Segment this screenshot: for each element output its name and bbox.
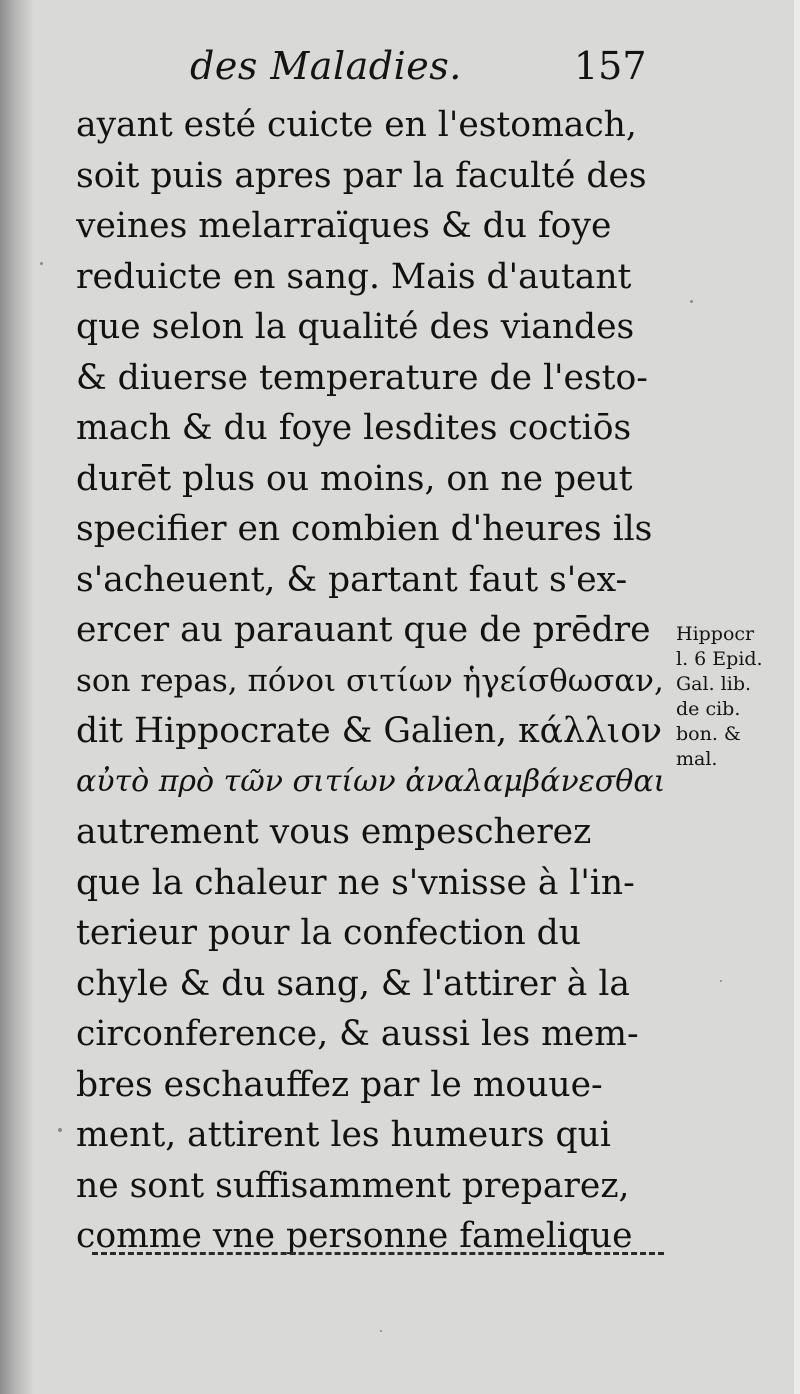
text-line: bres eschauffez par le mouue-: [76, 1064, 603, 1105]
text-line: chyle & du sang, & l'attirer à la: [76, 963, 630, 1004]
text-line: & diuerse temperature de l'esto-: [76, 357, 648, 398]
text-line: reduicte en sang. Mais d'autant: [76, 256, 632, 297]
running-head: [0, 44, 800, 100]
text-line: soit puis apres par la faculté des: [76, 155, 647, 196]
marginal-note-line: Gal. lib.: [676, 673, 752, 695]
text-line: que la chaleur ne s'vnisse à l'in-: [76, 862, 635, 903]
running-title: des Maladies.: [190, 44, 462, 88]
text-line: circonference, & aussi les mem-: [76, 1014, 639, 1054]
underline-rule: [92, 1252, 664, 1255]
text-line: ne sont suffisamment preparez,: [76, 1165, 630, 1206]
paper-speck: [720, 980, 722, 982]
marginal-note-line: de cib.: [676, 698, 741, 720]
text-line: comme vne personne famelique: [76, 1216, 633, 1256]
paper-speck: [58, 1128, 62, 1132]
text-line: son repas, πόνοι σιτίων ἡγείσθωσαν,: [76, 662, 664, 699]
marginal-note: [676, 622, 796, 772]
text-line: s'acheuent, & partant faut s'ex-: [76, 559, 628, 600]
text-line: ayant esté cuicte en l'estomach,: [76, 105, 637, 145]
marginal-note-line: l. 6 Epid.: [676, 648, 763, 670]
body-text: [76, 100, 666, 1262]
text-line: mach & du foye lesdites coctiōs: [76, 408, 632, 448]
paper-speck: [40, 262, 43, 265]
text-line: autrement vous empescherez: [76, 812, 592, 852]
text-line: dit Hippocrate & Galien, κάλλιον: [76, 711, 662, 751]
text-line: veines melarraïques & du foye: [76, 206, 612, 246]
text-line: ercer au parauant que de prēdre: [76, 610, 651, 650]
marginal-note-line: Hippocr: [676, 623, 755, 645]
marginal-note-line: bon. &: [676, 723, 741, 745]
marginal-note-line: mal.: [676, 748, 718, 770]
page-number: 157: [574, 44, 647, 88]
gutter-shadow: [0, 0, 34, 1394]
text-line: terieur pour la confection du: [76, 913, 581, 953]
text-line: durēt plus ou moins, on ne peut: [76, 458, 633, 499]
text-line: ment, attirent les humeurs qui: [76, 1115, 611, 1155]
paper-speck: [380, 1330, 382, 1332]
greek-text-line: αὐτὸ πρὸ τῶν σιτίων ἀναλαμβάνεσθαι: [76, 763, 666, 799]
paper-speck: [690, 300, 693, 303]
text-line: specifier en combien d'heures ils: [76, 509, 653, 549]
text-line: que selon la qualité des viandes: [76, 307, 635, 347]
